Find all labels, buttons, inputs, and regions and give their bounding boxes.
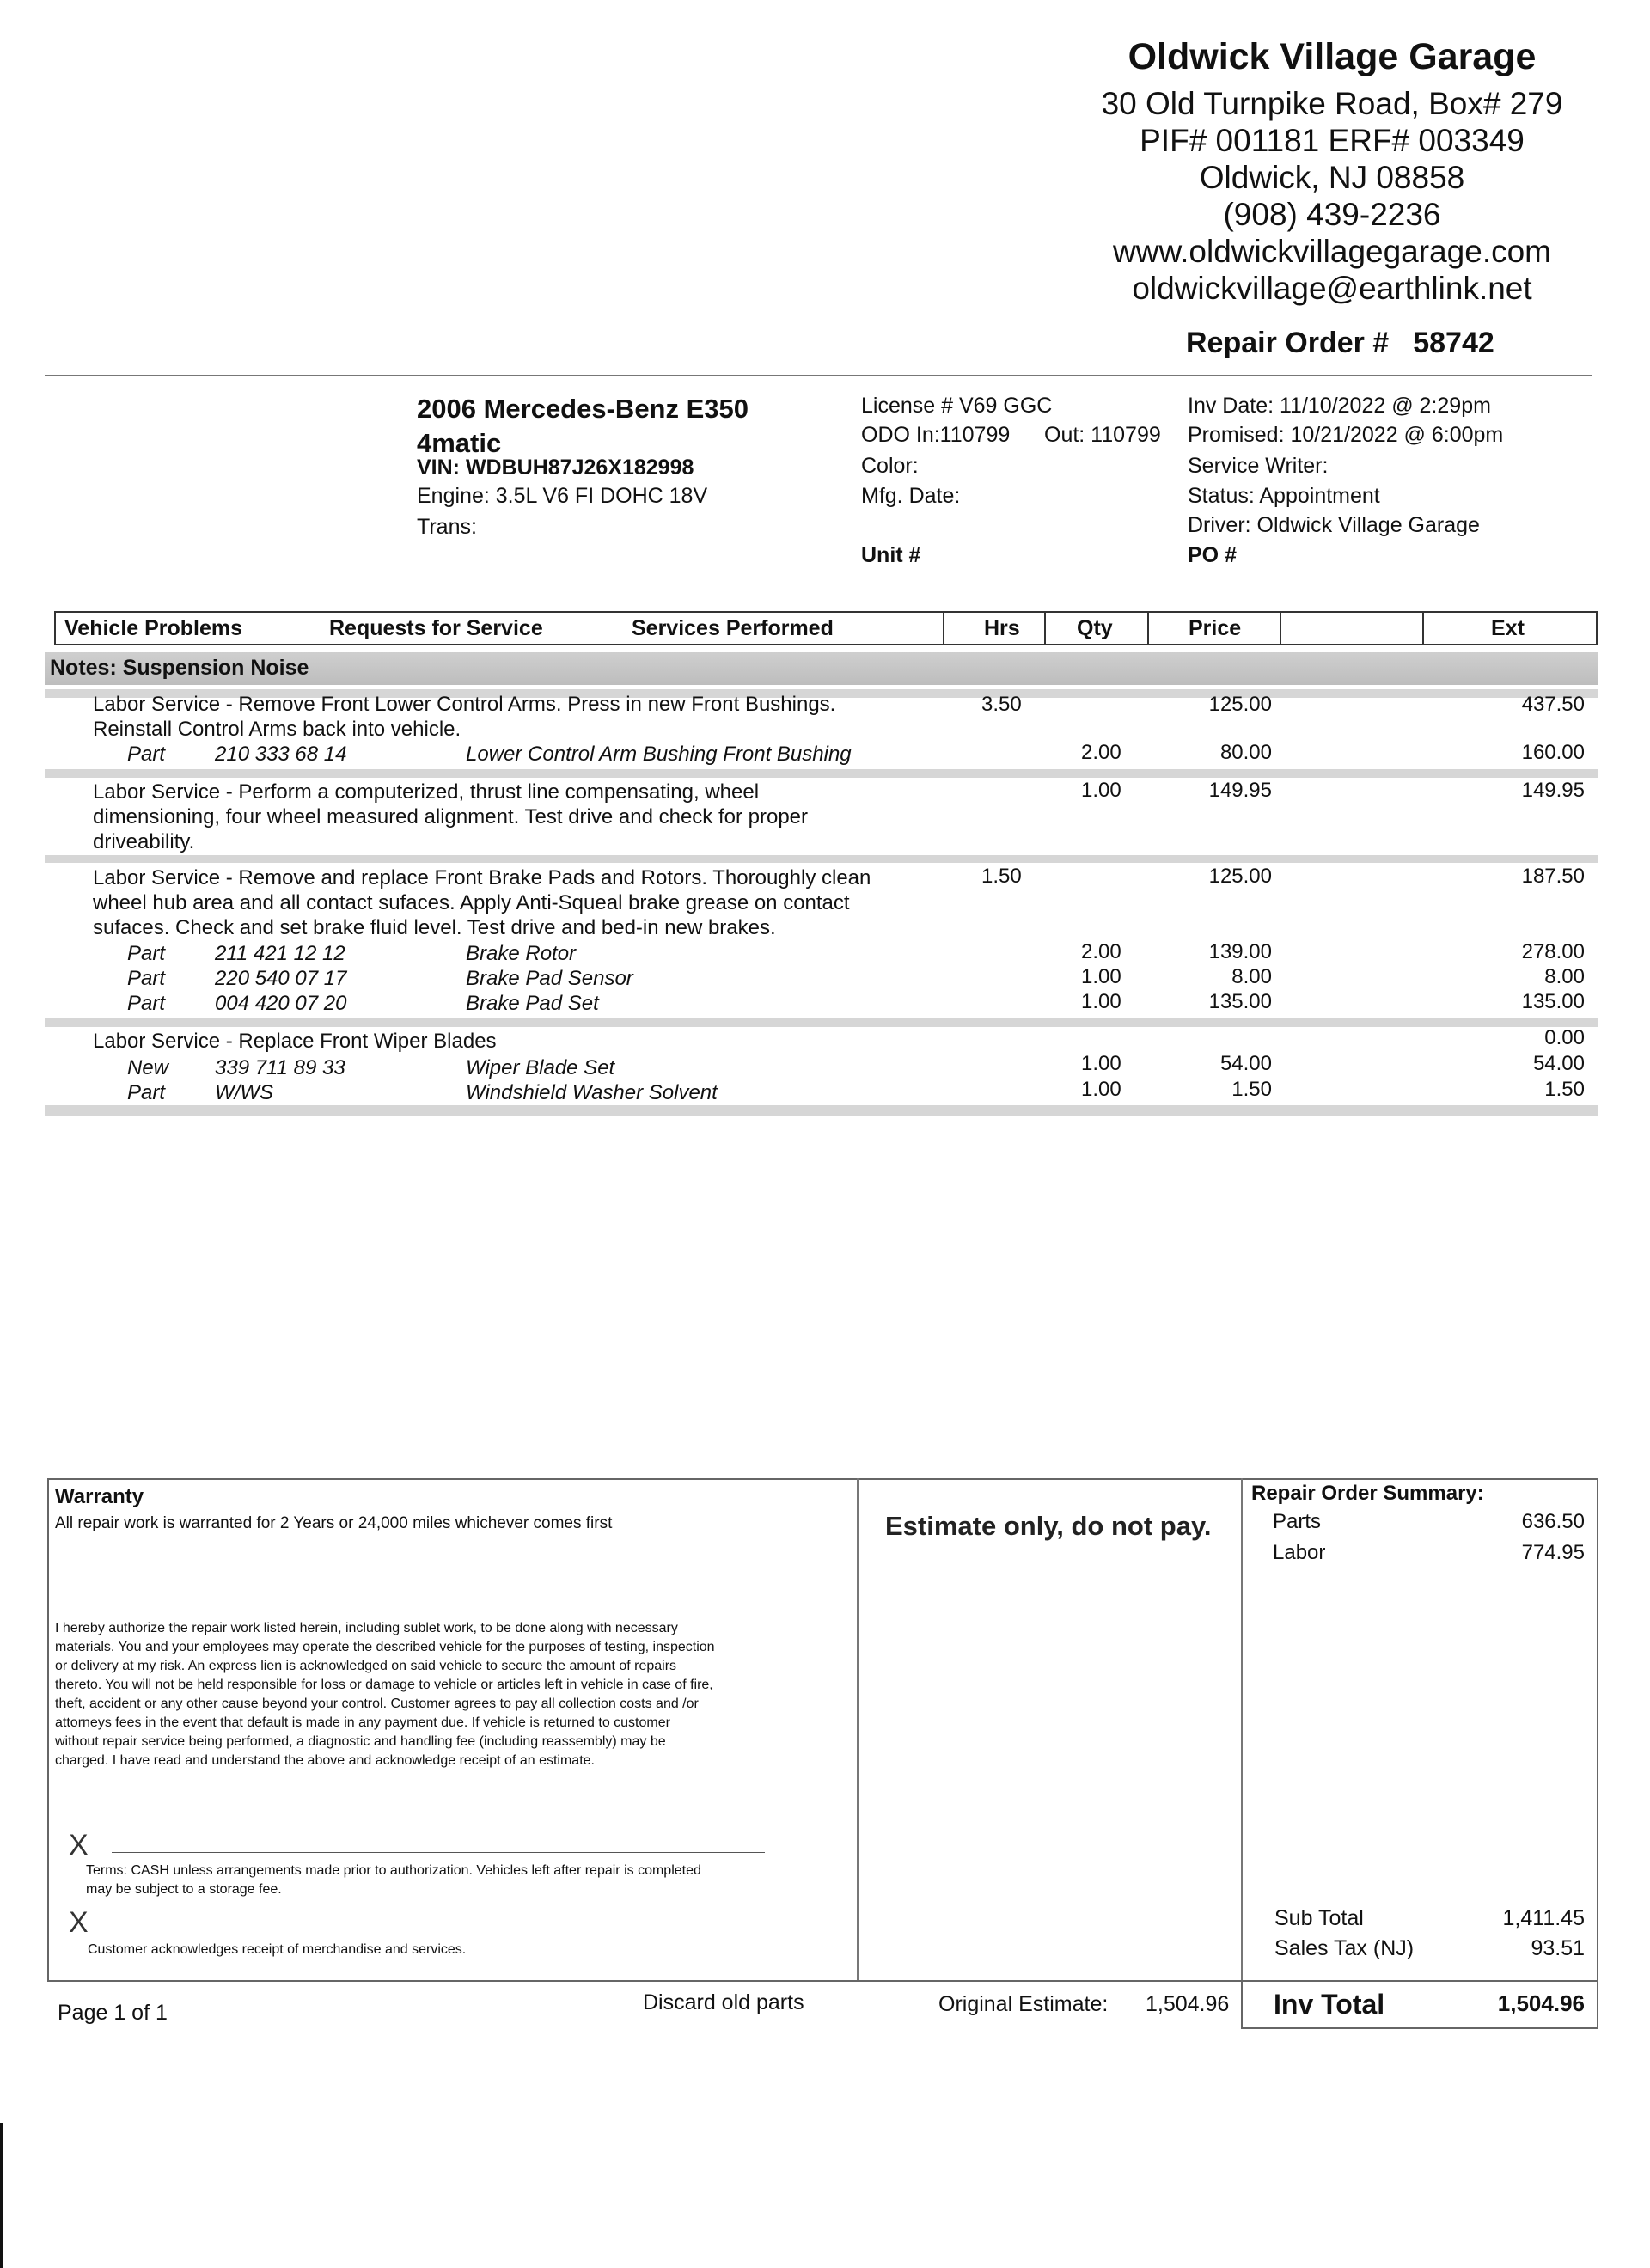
part-price: 8.00 (1231, 965, 1272, 988)
table-header (54, 611, 1598, 645)
unit-number: Unit # (861, 543, 921, 567)
col-services: Services Performed (632, 616, 834, 640)
notes: Notes: Suspension Noise (50, 656, 309, 680)
part-qty: 1.00 (1081, 990, 1121, 1013)
part-description: Brake Pad Set (466, 992, 599, 1015)
part-type: Part (127, 967, 166, 990)
part-price: 54.00 (1219, 1052, 1272, 1075)
col-requests: Requests for Service (329, 616, 543, 640)
part-ext: 8.00 (1544, 965, 1585, 988)
job-separator (45, 855, 1598, 863)
col-price: Price (1189, 616, 1242, 640)
part-qty: 2.00 (1081, 741, 1121, 764)
part-qty: 1.00 (1081, 1078, 1121, 1101)
signature-x-mark: X (69, 1829, 89, 1861)
part-ext: 278.00 (1521, 940, 1585, 963)
authorization-line: theft, accident or any other cause beyond your control. Customer agrees to pay all collection costs and /or (55, 1696, 699, 1711)
part-qty: 1.00 (1081, 1052, 1121, 1075)
part-ext: 135.00 (1521, 990, 1585, 1013)
part-qty: 1.00 (1081, 965, 1121, 988)
part-description: Windshield Washer Solvent (466, 1081, 718, 1104)
subtotal-value: 1,411.45 (1502, 1906, 1585, 1930)
terms-line: Terms: CASH unless arrangements made prior to authorization. Vehicles left after repair is completed (86, 1863, 701, 1878)
shop-phone: (908) 439-2236 (1223, 197, 1441, 232)
estimate-notice: Estimate only, do not pay. (885, 1511, 1212, 1541)
receipt-acknowledgement: Customer acknowledges receipt of merchandise and services. (88, 1942, 467, 1957)
col-divider (1422, 613, 1424, 644)
driver: Driver: Oldwick Village Garage (1188, 513, 1480, 537)
repair-order (1186, 327, 1494, 360)
vehicle-color: Color: (861, 454, 919, 478)
part-number: 210 333 68 14 (215, 743, 347, 766)
labor-line: Labor Service - Perform a computerized, thrust line compensating, wheel (93, 780, 760, 804)
labor-line: sufaces. Check and set brake fluid level. Test drive and bed-in new brakes. (93, 916, 776, 939)
shop-website: www.oldwickvillagegarage.com (1113, 234, 1551, 269)
part-number: 220 540 07 17 (215, 967, 347, 990)
shop-email: oldwickvillage@earthlink.net (1132, 271, 1532, 306)
authorization-line: thereto. You will not be held responsible for loss or damage to vehicle or articles left in vehicle in case of fire, (55, 1678, 713, 1692)
discard-old-parts: Discard old parts (643, 1990, 804, 2014)
part-ext: 1.50 (1544, 1078, 1585, 1101)
odo-out: Out: 110799 (1044, 423, 1161, 447)
part-type: New (127, 1056, 169, 1079)
labor-price: 149.95 (1208, 779, 1272, 802)
signature-x-mark: X (69, 1906, 89, 1939)
part-number: 211 421 12 12 (215, 942, 345, 965)
labor-hrs: 1.50 (981, 865, 1022, 888)
original-estimate-label: Original Estimate: (938, 1992, 1109, 2016)
shop-name: Oldwick Village Garage (1128, 36, 1537, 77)
scan-edge-mark (0, 2123, 3, 2268)
invoice-total-label: Inv Total (1274, 1989, 1385, 2020)
part-description: Wiper Blade Set (466, 1056, 615, 1079)
part-price: 80.00 (1219, 741, 1272, 764)
labor-qty: 1.00 (1081, 779, 1121, 802)
summary-labor-label: Labor (1273, 1541, 1326, 1564)
labor-price: 125.00 (1208, 693, 1272, 716)
terms-text (86, 1861, 842, 1899)
part-description: Brake Pad Sensor (466, 967, 633, 990)
shop-city: Oldwick, NJ 08858 (1199, 160, 1465, 195)
labor-ext: 0.00 (1544, 1026, 1585, 1049)
job-separator (45, 1105, 1598, 1116)
sales-tax-value: 93.51 (1531, 1936, 1585, 1960)
shop-address: 30 Old Turnpike Road, Box# 279 (1101, 86, 1563, 121)
authorization-line: without repair service being performed, a diagnostic and handling fee (including reassembly) may be (55, 1734, 666, 1749)
sales-tax-label: Sales Tax (NJ) (1274, 1936, 1415, 1960)
part-number: 339 711 89 33 (215, 1056, 345, 1079)
authorization-line: charged. I have read and understand the above and acknowledge receipt of an estimate. (55, 1753, 595, 1768)
summary-parts-value: 636.50 (1521, 1510, 1585, 1533)
part-ext: 54.00 (1532, 1052, 1585, 1075)
subtotal-label: Sub Total (1274, 1906, 1364, 1930)
part-price: 135.00 (1208, 990, 1272, 1013)
col-divider (1044, 613, 1046, 644)
license-number: License # V69 GGC (861, 394, 1053, 418)
promised-date: Promised: 10/21/2022 @ 6:00pm (1188, 423, 1504, 447)
authorization-text (55, 1619, 854, 1770)
summary-parts-label: Parts (1273, 1510, 1322, 1533)
part-type: Part (127, 1081, 166, 1104)
vehicle-engine: Engine: 3.5L V6 FI DOHC 18V (417, 484, 708, 508)
labor-line: dimensioning, four wheel measured alignment. Test drive and check for proper (93, 805, 809, 828)
labor-ext: 437.50 (1521, 693, 1585, 716)
labor-line: driveability. (93, 830, 195, 853)
footer-divider (857, 1478, 859, 1980)
footer-divider (1241, 1478, 1243, 2028)
repair-order-label: Repair Order # (1186, 327, 1390, 359)
vehicle-subtitle: 4matic (417, 428, 502, 458)
labor-line: Labor Service - Replace Front Wiper Blades (93, 1030, 497, 1053)
order-status: Status: Appointment (1188, 484, 1380, 508)
labor-line: Labor Service - Remove and replace Front Brake Pads and Rotors. Thoroughly clean (93, 866, 871, 889)
part-price: 1.50 (1231, 1078, 1272, 1101)
service-writer: Service Writer: (1188, 454, 1329, 478)
labor-ext: 149.95 (1521, 779, 1585, 802)
labor-line: Reinstall Control Arms back into vehicle. (93, 718, 461, 741)
authorization-line: I hereby authorize the repair work listed herein, including sublet work, to be done along with necessary (55, 1621, 678, 1635)
authorization-line: or delivery at my risk. An express lien is acknowledged on said vehicle to secure the amount of repairs (55, 1659, 677, 1673)
labor-hrs: 3.50 (981, 693, 1022, 716)
vehicle-vin: VIN: WDBUH87J26X182998 (417, 455, 694, 480)
header-divider (45, 375, 1592, 376)
part-ext: 160.00 (1521, 741, 1585, 764)
terms-line: may be subject to a storage fee. (86, 1882, 282, 1897)
col-divider (1280, 613, 1281, 644)
part-qty: 2.00 (1081, 940, 1121, 963)
summary-labor-value: 774.95 (1521, 1541, 1585, 1564)
labor-ext: 187.50 (1521, 865, 1585, 888)
part-type: Part (127, 942, 166, 965)
shop-ids: PIF# 001181 ERF# 003349 (1140, 123, 1525, 158)
page-number: Page 1 of 1 (58, 2001, 168, 2025)
job-separator (45, 769, 1598, 778)
signature-line[interactable] (112, 1852, 765, 1853)
vehicle-trans: Trans: (417, 515, 477, 539)
warranty-text: All repair work is warranted for 2 Years or 24,000 miles whichever comes first (55, 1514, 613, 1532)
part-description: Lower Control Arm Bushing Front Bushing (466, 743, 852, 766)
col-hrs: Hrs (984, 616, 1020, 640)
repair-order-number: 58742 (1413, 327, 1494, 359)
part-number: 004 420 07 20 (215, 992, 347, 1015)
col-divider (943, 613, 944, 644)
summary-title: Repair Order Summary: (1251, 1482, 1484, 1505)
vehicle-title: 2006 Mercedes-Benz E350 (417, 394, 749, 424)
labor-line: wheel hub area and all contact sufaces. Apply Anti-Squeal brake grease on contact (93, 891, 850, 914)
part-description: Brake Rotor (466, 942, 577, 965)
authorization-line: attorneys fees in the event that default is made in any payment due. If vehicle is returned to customer (55, 1715, 670, 1730)
po-number: PO # (1188, 543, 1237, 567)
part-type: Part (127, 743, 166, 766)
col-ext: Ext (1491, 616, 1525, 640)
part-price: 139.00 (1208, 940, 1272, 963)
job-separator (45, 1018, 1598, 1027)
part-number: W/WS (215, 1081, 273, 1104)
col-vehicle-problems: Vehicle Problems (64, 616, 243, 640)
warranty-title: Warranty (55, 1485, 144, 1508)
invoice-date: Inv Date: 11/10/2022 @ 2:29pm (1188, 394, 1491, 418)
invoice-total-value: 1,504.96 (1497, 1990, 1585, 2016)
labor-price: 125.00 (1208, 865, 1272, 888)
col-divider (1147, 613, 1149, 644)
col-qty: Qty (1077, 616, 1113, 640)
odo-in: ODO In:110799 (861, 423, 1011, 447)
mfg-date: Mfg. Date: (861, 484, 961, 508)
labor-line: Labor Service - Remove Front Lower Control Arms. Press in new Front Bushings. (93, 693, 836, 716)
authorization-line: materials. You and your employees may operate the described vehicle for the purposes of testing, inspection (55, 1640, 715, 1654)
original-estimate-value: 1,504.96 (1146, 1992, 1230, 2016)
part-type: Part (127, 992, 166, 1015)
